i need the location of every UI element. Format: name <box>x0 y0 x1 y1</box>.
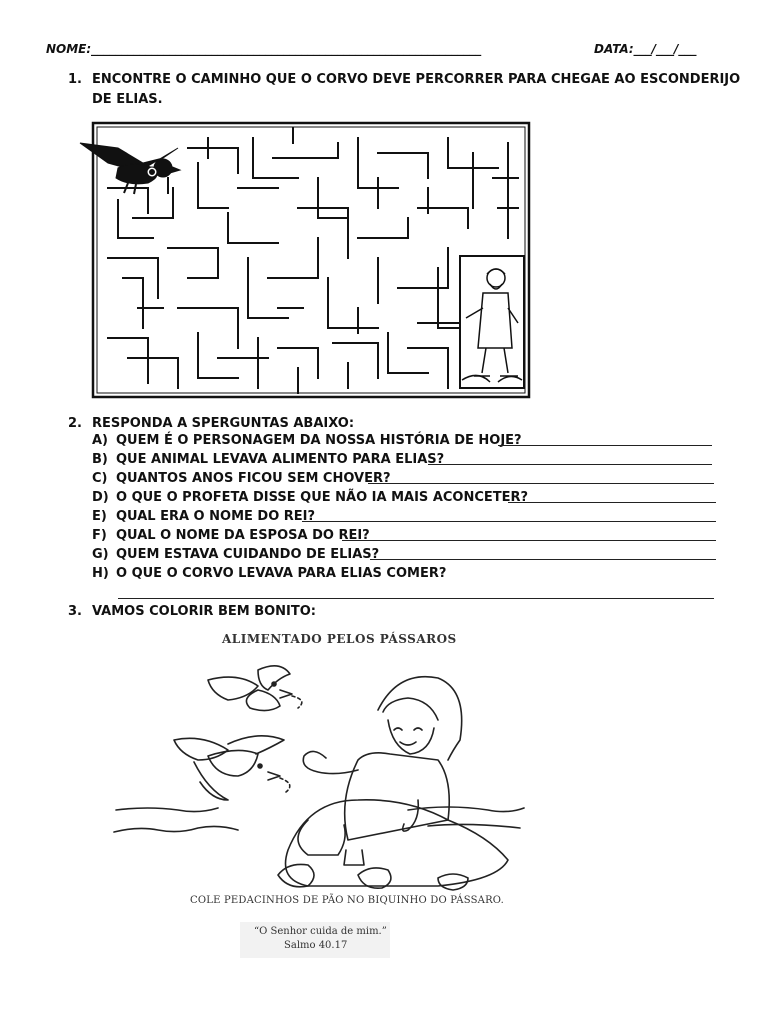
question-number: 2. <box>68 416 82 431</box>
question-item <box>92 450 444 469</box>
item-letter: H) <box>92 566 109 581</box>
question-number: 1. <box>68 72 82 87</box>
question-number: 3. <box>68 604 82 619</box>
question-1-text-line2: DE ELIAS. <box>92 92 163 107</box>
name-field-label[interactable]: NOME:_________________________________________________________________ <box>46 42 482 56</box>
item-letter: C) <box>92 471 108 486</box>
question-1 <box>68 70 741 110</box>
answer-line-f[interactable] <box>342 540 716 541</box>
answer-line-g[interactable] <box>370 559 716 560</box>
verse-box <box>240 922 390 958</box>
verse-reference: Salmo 40.17 <box>284 940 348 951</box>
question-item <box>92 507 315 526</box>
verse-text: “O Senhor cuida de mim.” <box>254 926 387 937</box>
item-letter: B) <box>92 452 108 467</box>
item-letter: A) <box>92 433 109 448</box>
item-text: QUANTOS ANOS FICOU SEM CHOVER? <box>116 471 391 486</box>
elias-coloring-figure-icon <box>298 677 462 865</box>
item-text: O QUE O CORVO LEVAVA PARA ELIAS COMER? <box>116 566 447 581</box>
answer-line-b[interactable] <box>428 464 712 465</box>
date-field-label[interactable]: DATA:___/___/___ <box>594 42 697 56</box>
item-letter: D) <box>92 490 109 505</box>
question-3-title: VAMOS COLORIR BEM BONITO: <box>92 604 317 619</box>
item-text: O QUE O PROFETA DISSE QUE NÃO IA MAIS ACONCETER? <box>116 490 529 505</box>
item-text: QUAL ERA O NOME DO REI? <box>116 509 316 524</box>
answer-line-a[interactable] <box>498 445 712 446</box>
bird-top-icon <box>208 666 302 711</box>
maze-puzzle[interactable] <box>78 118 534 400</box>
coloring-illustration[interactable] <box>108 650 528 895</box>
answer-line-c[interactable] <box>368 483 714 484</box>
item-letter: E) <box>92 509 107 524</box>
question-item <box>92 545 379 564</box>
question-item <box>92 488 528 507</box>
question-item <box>92 469 391 488</box>
answer-line-d[interactable] <box>508 502 716 503</box>
item-text: QUEM É O PERSONAGEM DA NOSSA HISTÓRIA DE HOJE? <box>116 433 522 448</box>
bird-bottom-icon <box>174 736 290 800</box>
worksheet-header <box>46 42 708 60</box>
question-item <box>92 431 522 450</box>
item-text: QUAL O NOME DA ESPOSA DO REI? <box>116 528 370 543</box>
question-item <box>92 564 446 583</box>
item-letter: F) <box>92 528 107 543</box>
question-item <box>92 526 370 545</box>
crow-icon <box>80 143 180 194</box>
item-text: QUEM ESTAVA CUIDANDO DE ELIAS? <box>116 547 380 562</box>
answer-line-h[interactable] <box>118 598 714 599</box>
answer-line-e[interactable] <box>302 521 716 522</box>
question-1-text-line1: ENCONTRE O CAMINHO QUE O CORVO DEVE PERCORRER PARA CHEGAE AO ESCONDERIJO <box>92 72 741 87</box>
item-letter: G) <box>92 547 109 562</box>
question-3 <box>68 602 728 622</box>
coloring-caption: COLE PEDACINHOS DE PÃO NO BIQUINHO DO PÁSSARO. <box>190 895 504 906</box>
question-2-title: RESPONDA A SPERGUNTAS ABAIXO: <box>92 416 355 431</box>
item-text: QUE ANIMAL LEVAVA ALIMENTO PARA ELIAS? <box>116 452 445 467</box>
coloring-title: ALIMENTADO PELOS PÁSSAROS <box>222 632 457 646</box>
